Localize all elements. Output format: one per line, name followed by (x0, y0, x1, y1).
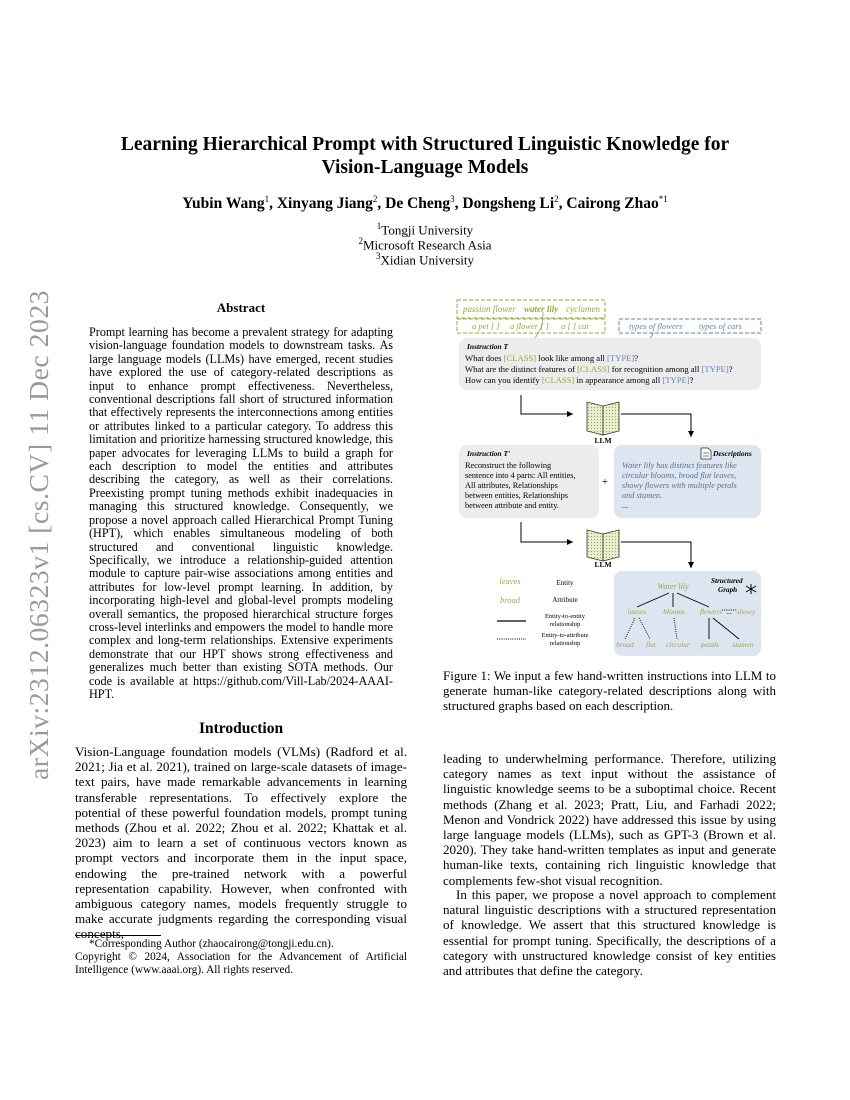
arrow-from-llm (621, 414, 691, 437)
description-ellipsis: ... (622, 501, 629, 510)
graph-attribute: broad (616, 640, 634, 649)
description-line: circular blooms, broad flat leaves, (622, 471, 737, 480)
legend-attribute-label: Attribute (552, 596, 578, 604)
llm-book-icon (587, 530, 619, 561)
title-line-1: Learning Hierarchical Prompt with Structured Linguistic Knowledge for (120, 134, 730, 155)
body-paragraph: In this paper, we propose a novel approach to complement natural linguistic descriptions with a structured representation of knowledge. We assert that this structured knowledge is essential for prompt tuning. Specifically, the descriptions of a category with unstructured knowledge consist of key entities and attributes that define the category. (443, 887, 776, 979)
legend-entity-label: Entity (556, 579, 574, 587)
instruction-t-label: Instruction T (467, 342, 509, 351)
graph-entity: petals (701, 640, 719, 649)
graph-entity: stamen (732, 640, 754, 649)
legend-e2e-label: relationship (549, 621, 581, 628)
instruction-text-line: sentence into 4 parts: All entities, (465, 471, 576, 480)
copyright-note: Copyright © 2024, Association for the Advancement of Artificial Intelligence (www.aaai.org). All rights reserved. (75, 951, 407, 976)
graph-title-line: Graph (718, 586, 738, 594)
llm-book-icon (587, 402, 619, 435)
graph-attribute: showy (736, 607, 756, 616)
introduction-paragraph: Vision-Language foundation models (VLMs) (Radford et al. 2021; Jia et al. 2021), trained on large-scale datasets of image-text pairs, have made remarkable advancements in learning transferable representations. To effectively explore the potential of these powerful foundation models, prompt tuning methods (Zhou et al. 2022; Zhou et al. 2022; Khattak et al. 2023) aim to learn a set of continuous vectors known as prompt vectors and incorporate them in the input space, endowing the pre-trained network with a powerful representation capability. However, when confronted with ambiguous category names, models frequently struggle to make accurate judgments regarding the corresponding visual concepts, (75, 744, 407, 942)
instruction-question-2: What are the distinct features of [CLASS] for recognition among all [TYPE]? (465, 364, 733, 374)
template-car: a [ ] car (561, 321, 590, 331)
author: Yubin Wang$^1$, (182, 194, 277, 213)
graph-ellipsis: ... (726, 607, 732, 616)
llm-label: LLM (594, 560, 612, 569)
graph-entity: leaves (627, 607, 647, 616)
class-cyclamen: cyclamen (566, 304, 600, 314)
legend-entity-sample: leaves (499, 576, 521, 586)
body-paragraph: leading to underwhelming performance. Therefore, utilizing category names as text input without the assistance of linguistic knowledge seems to be a suboptimal choice. Recent methods (Zhang et al. 2023; Pratt, Liu, and Farhadi 2022; Menon and Vondrick 2022) have addressed this issue by using large language models (LLMs), such as GPT-3 (Brown et al. 2020). They take hand-written templates as input and generate human-like texts, containing rich linguistic knowledge that complements few-shot visual recognition. (443, 751, 776, 888)
figure-caption: Figure 1: We input a few hand-written instructions into LLM to generate human-like category-related descriptions along with structured graphs based on each description. (443, 668, 776, 714)
author: Cairong Zhao$^{*1}$ (566, 194, 668, 213)
class-passion-flower: passion flower (463, 304, 516, 314)
paper-title (75, 133, 775, 179)
type-cars: types of cars (699, 321, 742, 331)
author: Xinyang Jiang$^2$, (276, 194, 386, 213)
corresponding-author-note: *Corresponding Author (zhaocairong@tongji.edu.cn). (89, 938, 334, 950)
title-line-2: Vision-Language Models (321, 157, 529, 178)
plus-sign: + (601, 476, 609, 488)
description-line: showy flowers with multiple petals (622, 481, 737, 490)
arxiv-identifier: arXiv:2312.06323v1 [cs.CV] 11 Dec 2023 (24, 301, 54, 780)
description-line: and stamen. (622, 491, 663, 500)
footnote-rule (75, 935, 161, 936)
instruction-t-prime-label: Instruction T' (467, 449, 511, 458)
graph-attribute: circular (666, 640, 690, 649)
legend-e2a-label: Entity-to-attribute (541, 632, 589, 639)
arrow-from-llm-2 (621, 542, 691, 568)
graph-root-entity: Water lily (657, 582, 689, 591)
legend-e2e-label: Entity-to-entity (544, 613, 586, 620)
llm-label: LLM (594, 436, 612, 445)
type-flowers: types of flowers (629, 321, 683, 331)
class-water-lily: water lily (524, 304, 559, 314)
arrow-to-llm-2 (521, 522, 573, 542)
instruction-text-line: between attribute and entity. (465, 501, 559, 510)
graph-entity: flowers (699, 607, 723, 616)
legend-attribute-sample: broad (500, 595, 520, 605)
abstract-heading: Abstract (216, 300, 266, 315)
graph-attribute: flat (645, 640, 657, 649)
graph-entity: blooms (663, 607, 685, 616)
affiliation: $^2$Microsoft Research Asia (358, 236, 492, 253)
author: Dongsheng Li$^2$, (462, 194, 567, 213)
legend-e2a-label: relationship (549, 640, 581, 647)
description-line: Water lily has distinct features like (622, 461, 737, 470)
affiliation: $^1$Tongji University (376, 221, 474, 238)
document-icon (701, 448, 711, 459)
instruction-text-line: Reconstruct the following (465, 461, 552, 470)
author: De Cheng$^3$, (385, 194, 463, 213)
graph-title-line: Structured (711, 577, 743, 585)
template-pet: a pet [ ] (472, 321, 500, 331)
abstract-text: Prompt learning has become a prevalent strategy for adapting vision-language foundation models to downstream tasks. As large language models (LLMs) have emerged, recent studies have explored the use of category-related descriptions as input to enhance prompt effectiveness. Nevertheless, conventional descriptions fall short of structured information that effectively represents the interconnections among entities or attributes linked to a particular category. To address this limitation and prioritize harnessing structured knowledge, this paper advocates for leveraging LLMs to build a graph for each description to model the entities and attributes describing the category, as well as their correlations. Preexisting prompt tuning methods exhibit inadequacies in managing this structured knowledge. Consequently, we propose a novel approach called Hierarchical Prompt Tuning (HPT), which enables simultaneous modeling of both structured and conventional linguistic knowledge. Specifically, we introduce a relationship-guided attention module to capture pair-wise associations among entities and attributes for low-level prompt learning. In addition, by incorporating high-level and global-level prompts modeling overall semantics, the proposed hierarchical structure forges cross-level interlinks and empowers the model to handle more complex and long-term relationships. Extensive experiments demonstrate that our HPT shows strong effectiveness and generalizes much better than existing SOTA methods. Our code is available at https://github.com/Vill-Lab/2024-AAAI-HPT. (89, 325, 393, 701)
descriptions-label: Descriptions (713, 449, 752, 458)
template-flower: a flower [ ] (510, 321, 549, 331)
arxiv-side-stamp (18, 290, 58, 780)
instruction-question-1: What does [CLASS] look like among all [TYPE]? (465, 353, 639, 363)
instruction-text-line: between entities, Relationships (465, 491, 568, 500)
arrow-to-llm (521, 395, 573, 414)
author-list (75, 194, 775, 213)
instruction-question-3: How can you identify [CLASS] in appearance among all [TYPE]? (465, 375, 694, 385)
instruction-text-line: All attributes, Relationships (465, 481, 558, 490)
figure-1-diagram (443, 292, 777, 662)
affiliation: $^3$Xidian University (375, 251, 474, 268)
introduction-heading: Introduction (198, 720, 284, 737)
